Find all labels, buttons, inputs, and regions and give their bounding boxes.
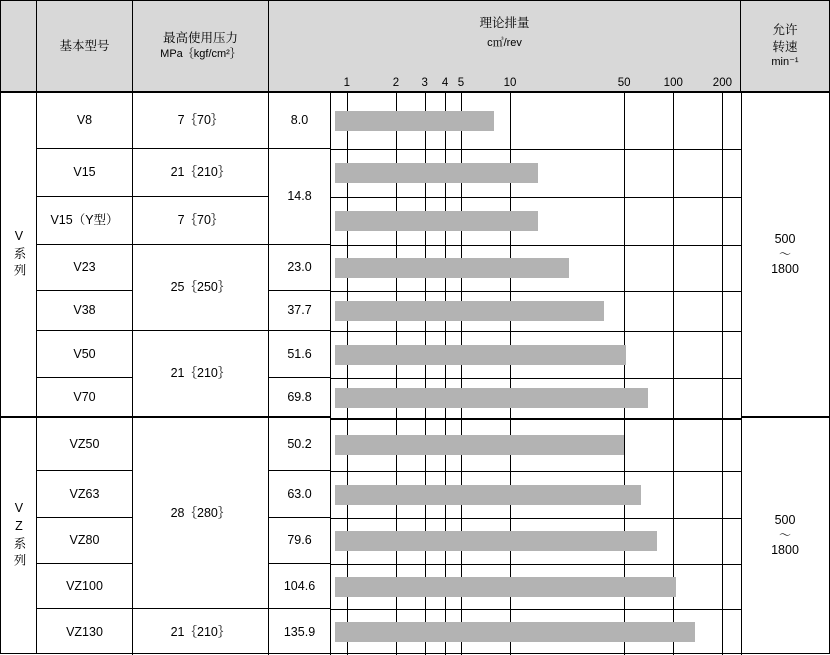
model-cell: V70 [37, 378, 133, 418]
pressure-cell: 21｛210｝ [133, 331, 269, 418]
chart-bar [335, 435, 624, 455]
model-cell: V8 [37, 93, 133, 149]
displacement-cell: 63.0 [269, 471, 331, 518]
speed-cell-vz [741, 418, 829, 653]
speed-vz-tilde: ～ [778, 527, 791, 542]
axis-tick-label: 5 [457, 77, 465, 89]
header-speed-line2: 转速 [772, 39, 798, 54]
displacement-cell: 51.6 [269, 331, 331, 378]
header-corner-blank [1, 1, 37, 93]
model-cell: VZ50 [37, 418, 133, 471]
model-cell: VZ100 [37, 564, 133, 609]
header-speed-line1: 允许 [772, 22, 798, 37]
group-label-v-text: V系列 [11, 229, 26, 280]
header-pressure [133, 1, 269, 93]
chart-row-separator [331, 378, 741, 379]
chart-bar [335, 163, 538, 183]
axis-tick-label: 50 [617, 77, 631, 89]
chart-bar [335, 345, 626, 365]
displacement-cell: 79.6 [269, 518, 331, 564]
chart-row-separator [331, 564, 741, 565]
displacement-cell: 8.0 [269, 93, 331, 149]
axis-tick-label: 3 [421, 77, 428, 89]
pressure-cell: 21｛210｝ [133, 609, 269, 655]
axis-tick-label: 4 [441, 77, 449, 89]
axis-tick-label: 1 [343, 77, 351, 89]
chart-bar [335, 388, 648, 408]
speed-v-bottom: 1800 [771, 262, 799, 277]
speed-v-top: 500 [774, 232, 796, 247]
chart-bar [335, 301, 604, 321]
speed-vz-bottom: 1800 [771, 543, 799, 558]
pressure-cell: 7｛70｝ [133, 197, 269, 245]
chart-bar [335, 622, 695, 642]
header-model-label: 基本型号 [59, 38, 110, 53]
header-pressure-line2: MPa｛kgf/cm²｝ [160, 48, 241, 61]
pressure-cell: 28｛280｝ [133, 418, 269, 609]
chart-bar [335, 577, 676, 597]
chart-gridline [673, 93, 674, 655]
displacement-cell: 14.8 [269, 149, 331, 245]
chart-row-separator [331, 418, 741, 420]
chart-row-separator [331, 609, 741, 610]
chart-row-separator [331, 518, 741, 519]
model-cell: V50 [37, 331, 133, 378]
speed-cell-v [741, 93, 829, 418]
header-speed [741, 1, 829, 93]
displacement-cell: 50.2 [269, 418, 331, 471]
model-cell: V15（Y型） [37, 197, 133, 245]
pressure-cell: 25｛250｝ [133, 245, 269, 331]
header-speed-line3: min⁻¹ [771, 56, 799, 69]
chart-row-separator [331, 197, 741, 198]
group-label-v [1, 93, 37, 418]
pressure-cell: 7｛70｝ [133, 93, 269, 149]
axis-tick-label: 100 [663, 77, 683, 89]
chart-row-separator [331, 331, 741, 332]
speed-vz-top: 500 [774, 513, 796, 528]
model-cell: V15 [37, 149, 133, 197]
group-label-vz-text: VZ系列 [11, 501, 26, 570]
displacement-cell: 23.0 [269, 245, 331, 291]
axis-tick-label: 200 [712, 77, 732, 89]
chart-row-separator [331, 245, 741, 246]
displacement-cell: 135.9 [269, 609, 331, 655]
header-displacement-line1: 理论排量 [479, 16, 530, 30]
chart-row-separator [331, 291, 741, 292]
axis-tick-label: 10 [503, 77, 517, 89]
chart-bar [335, 485, 641, 505]
displacement-cell: 104.6 [269, 564, 331, 609]
chart-row-separator [331, 471, 741, 472]
group-label-vz [1, 418, 37, 653]
chart-bar [335, 258, 569, 278]
model-cell: VZ130 [37, 609, 133, 655]
model-cell: VZ63 [37, 471, 133, 518]
displacement-cell: 69.8 [269, 378, 331, 418]
chart-gridline [722, 93, 723, 655]
chart-row-separator [331, 149, 741, 150]
displacement-cell: 37.7 [269, 291, 331, 331]
header-pressure-line1: 最高使用压力 [162, 31, 238, 46]
pressure-cell: 21｛210｝ [133, 149, 269, 197]
model-cell: VZ80 [37, 518, 133, 564]
header-model [37, 1, 133, 93]
axis-tick-label: 2 [392, 77, 400, 89]
chart-gridline [624, 93, 625, 655]
model-cell: V38 [37, 291, 133, 331]
model-cell: V23 [37, 245, 133, 291]
chart-plot-area [331, 93, 742, 655]
chart-bar [335, 111, 494, 131]
chart-bar [335, 531, 657, 551]
header-displacement-line2: c㎥/rev [487, 36, 522, 49]
axis-tick-labels [331, 77, 741, 93]
chart-bar [335, 211, 538, 231]
speed-v-tilde: ～ [778, 246, 791, 261]
